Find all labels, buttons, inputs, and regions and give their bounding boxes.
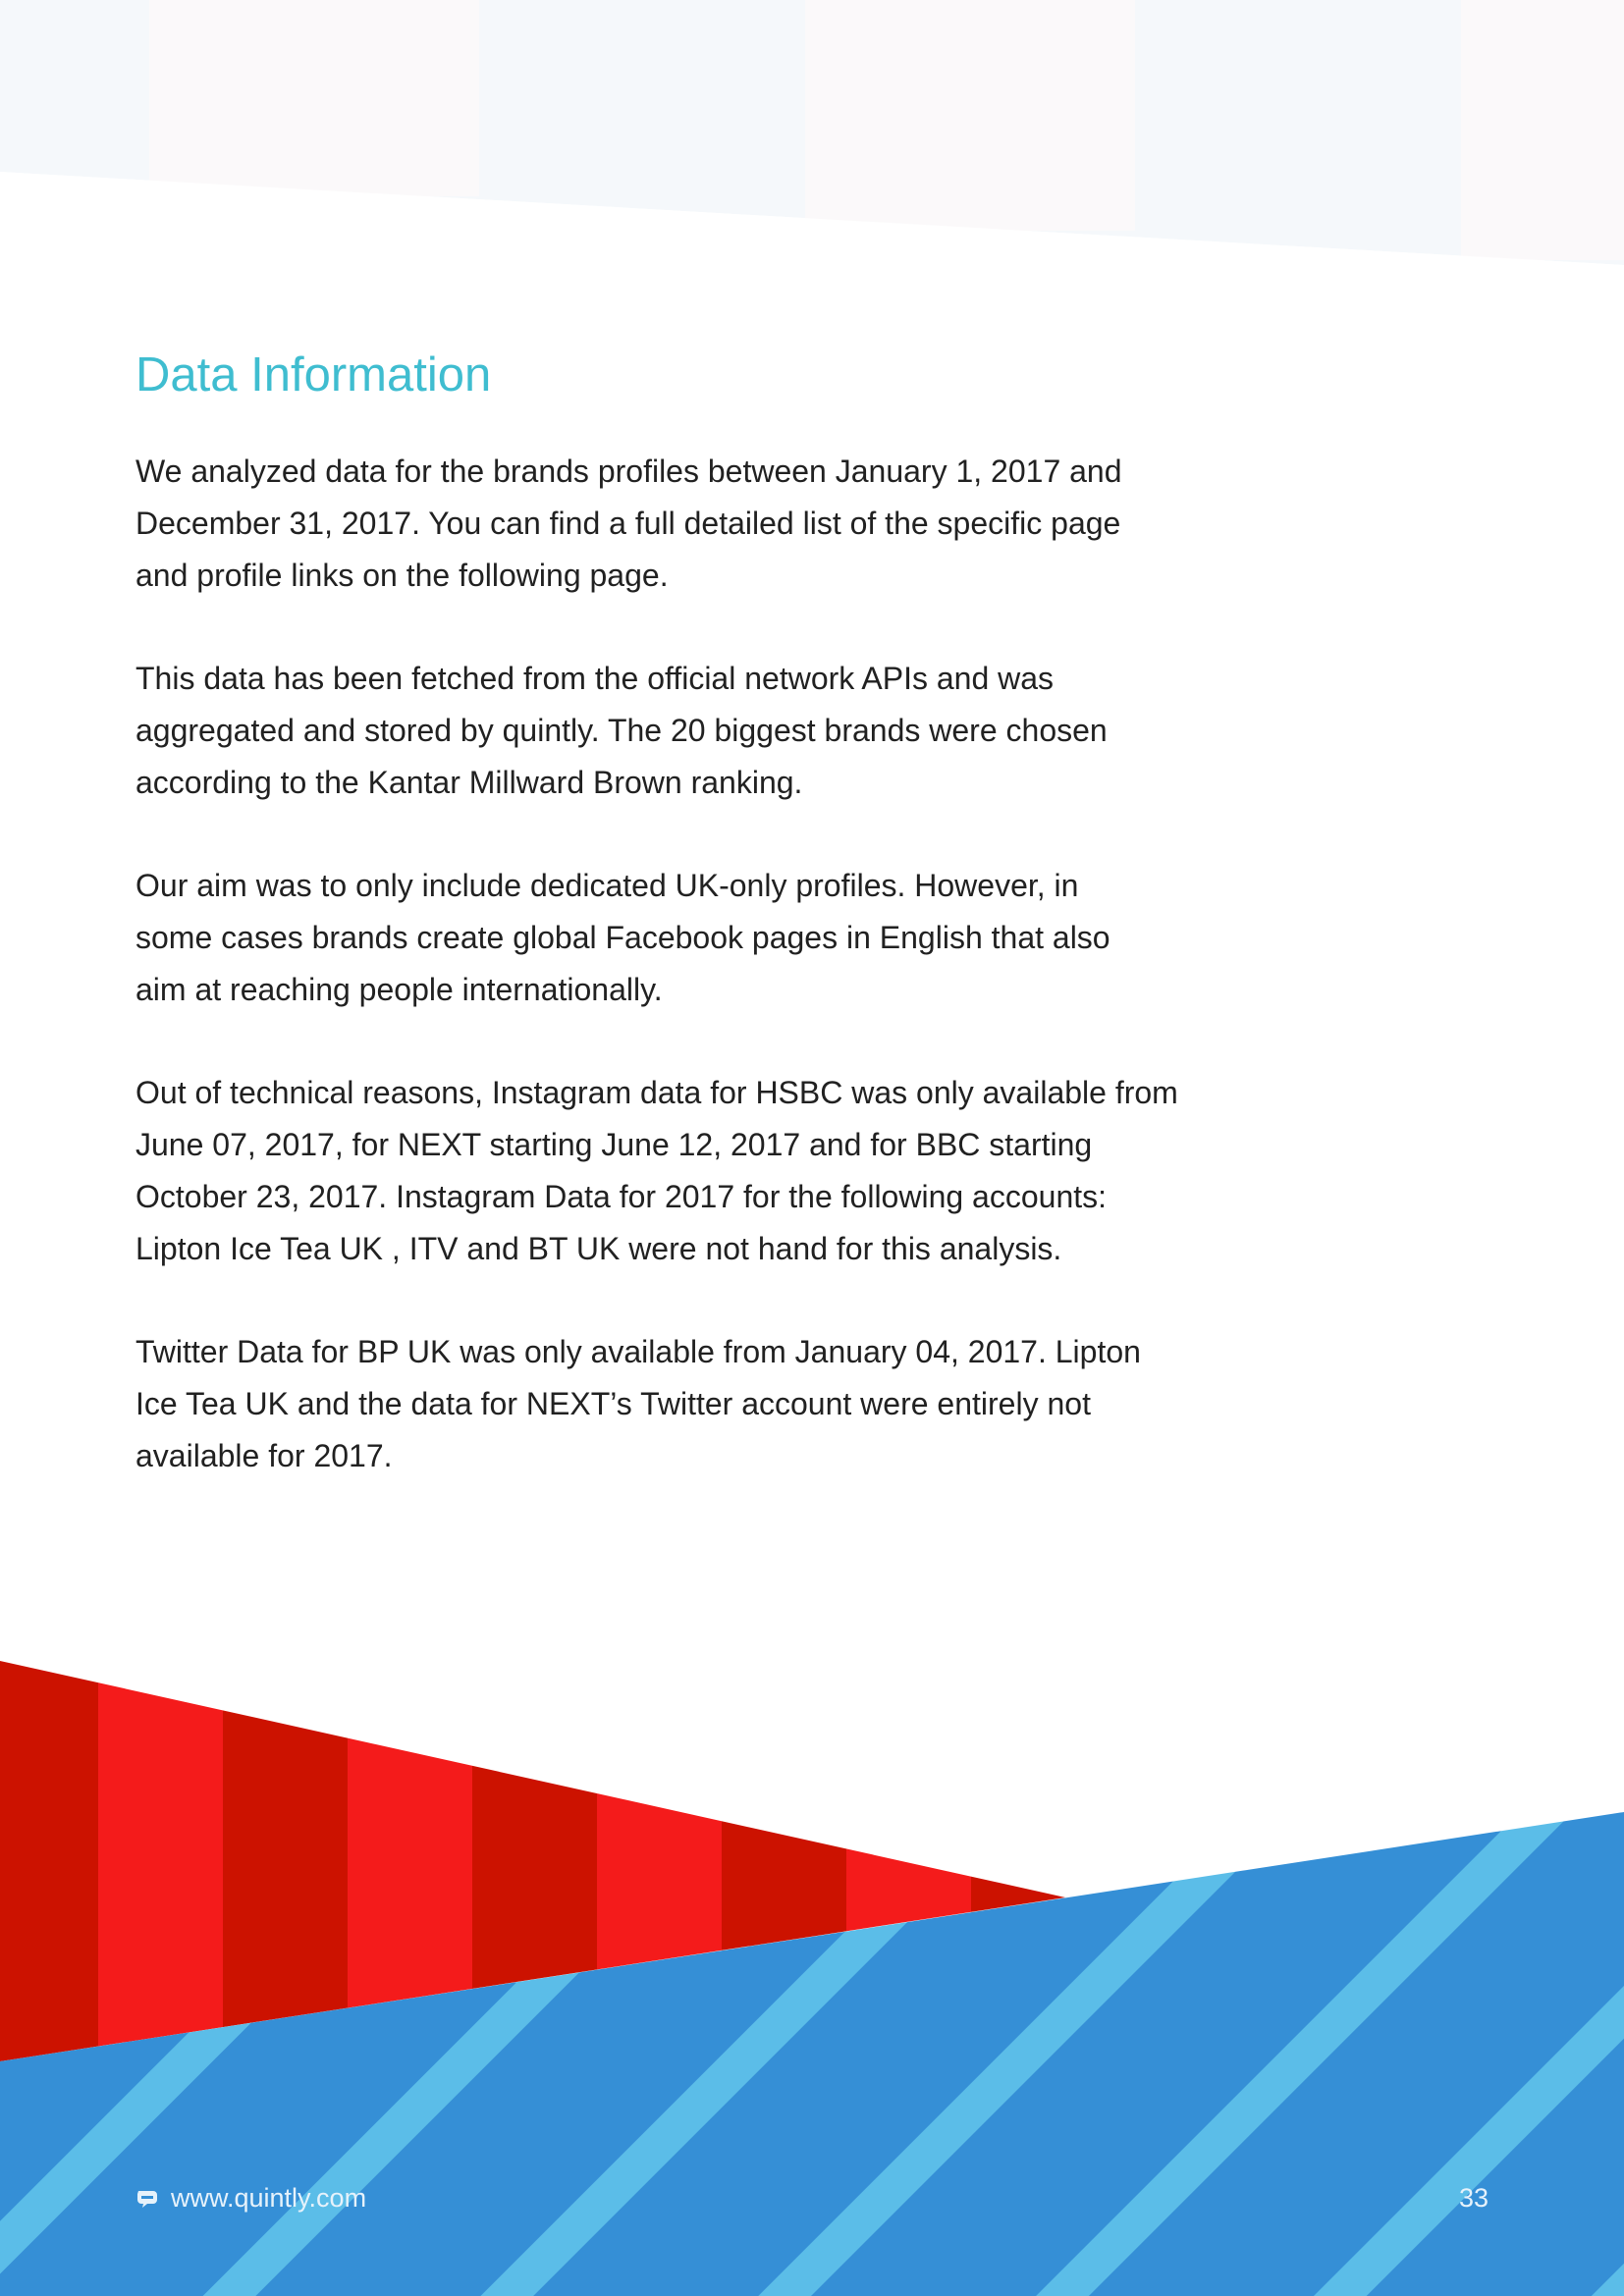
page-number: 33 [1458,2183,1489,2213]
footer-url-text: www.quintly.com [171,2182,367,2213]
paragraph-data-source: This data has been fetched from the official network APIs and was aggregated and stored by quintly. The 20 biggest brands were chosen according to the Kantar Millward Brown ranking. [135,661,1108,800]
footer-website-link[interactable] [135,2177,366,2218]
body-text [135,446,1216,1482]
paragraph-twitter-notes: Twitter Data for BP UK was only available from January 04, 2017. Lipton Ice Tea UK and the data for NEXT’s Twitter account were entirely not available for 2017. [135,1334,1141,1473]
paragraph-uk-profiles: Our aim was to only include dedicated UK-only profiles. However, in some cases brands create global Facebook pages in English that also aim at reaching people internationally. [135,868,1110,1007]
header-band [0,0,1624,294]
quintly-logo-icon [135,2188,159,2208]
main-content [135,346,1216,1533]
paragraph-data-period: We analyzed data for the brands profiles between January 1, 2017 and December 31, 2017. You can find a full detailed list of the specific page and profile links on the following page. [135,454,1122,593]
page-title: Data Information [135,348,492,401]
paragraph-instagram-notes: Out of technical reasons, Instagram data for HSBC was only available from June 07, 2017, for NEXT starting June 12, 2017 and for BBC starting October 23, 2017. Instagram Data for 2017 for the following accounts: Lipton Ice Tea UK , ITV and BT UK were not hand for this analysis. [135,1075,1178,1266]
